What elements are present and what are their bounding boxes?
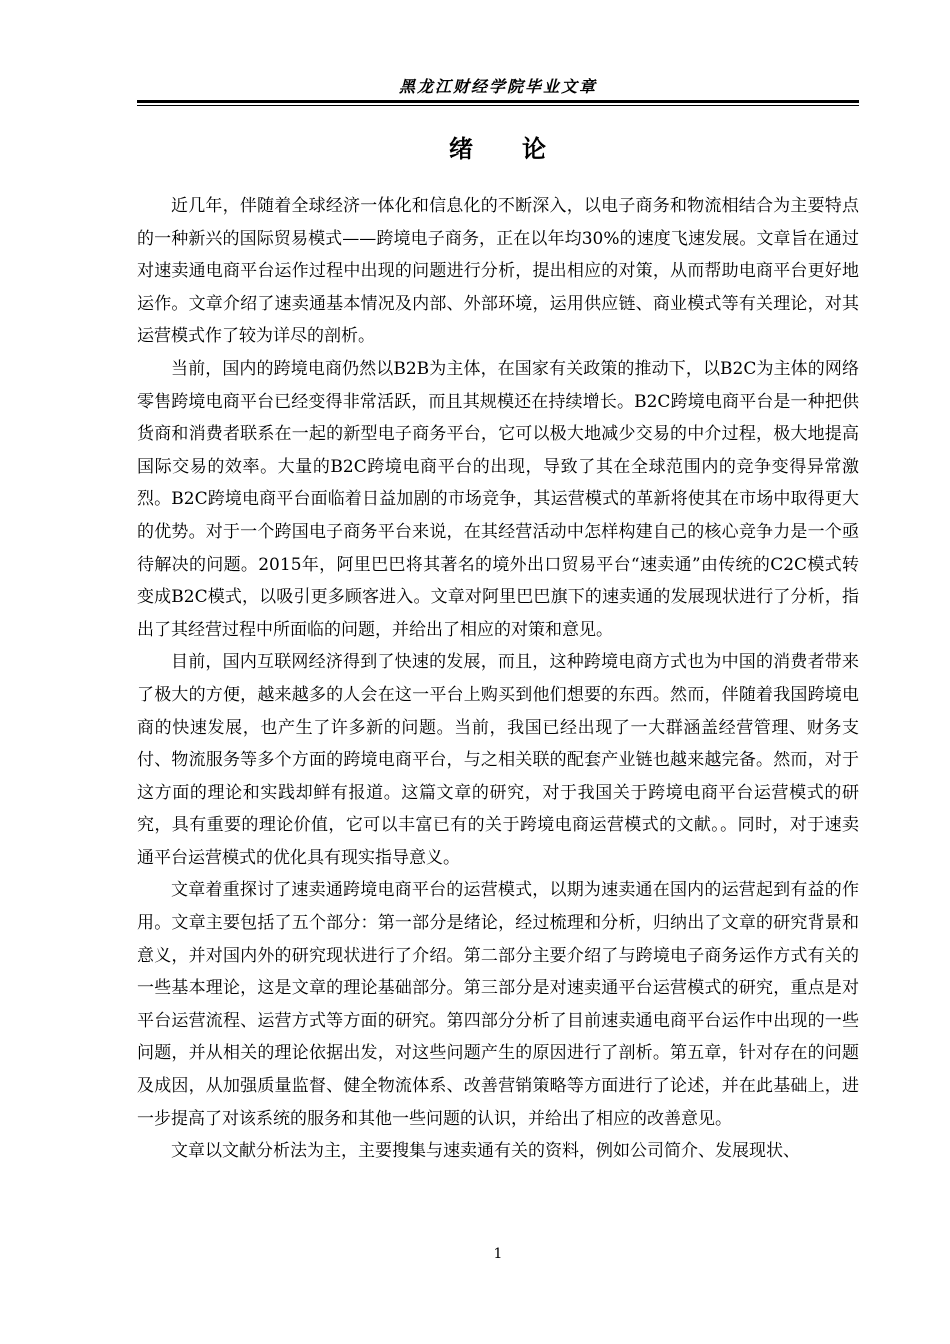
- paragraph-1: 近几年，伴随着全球经济一体化和信息化的不断深入，以电子商务和物流相结合为主要特点的一种新兴的国际贸易模式——跨境电子商务，正在以年均30%的速度飞速发展。文章旨在通过对速卖通电商平台运作过程中出现的问题进行分析，提出相应的对策，从而帮助电商平台更好地运作。文章介绍了速卖通基本情况及内部、外部环境，运用供应链、商业模式等有关理论，对其运营模式作了较为详尽的剖析。: [137, 196, 859, 347]
- paragraph-3: 目前，国内互联网经济得到了快速的发展，而且，这种跨境电商方式也为中国的消费者带来了极大的方便，越来越多的人会在这一平台上购买到他们想要的东西。然而，伴随着我国跨境电商的快速发展，也产生了许多新的问题。当前，我国已经出现了一大群涵盖经营管理、财务支付、物流服务等多个方面的跨境电商平台，与之相关联的配套产业链也越来越完备。然而，对于这方面的理论和实践却鲜有报道。这篇文章的研究，对于我国关于跨境电商平台运营模式的研究，具有重要的理论价值，它可以丰富已有的关于跨境电商运营模式的文献。。同时，对于速卖通平台运营模式的优化具有现实指导意义。: [137, 652, 859, 868]
- paragraph-2: 当前，国内的跨境电商仍然以B2B为主体，在国家有关政策的推动下，以B2C为主体的网络零售跨境电商平台已经变得非常活跃，而且其规模还在持续增长。B2C跨境电商平台是一种把供货商和消费者联系在一起的新型电子商务平台，它可以极大地减少交易的中介过程，极大地提高国际交易的效率。大量的B2C跨境电商平台的出现，导致了其在全球范围内的竞争变得异常激烈。B2C跨境电商平台面临着日益加剧的市场竞争，其运营模式的革新将使其在市场中取得更大的优势。对于一个跨国电子商务平台来说，在其经营活动中怎样构建自己的核心竞争力是一个亟待解决的问题。2015年，阿里巴巴将其著名的境外出口贸易平台“速卖通”由传统的C2C模式转变成B2C模式，以吸引更多顾客进入。文章对阿里巴巴旗下的速卖通的发展现状进行了分析，指出了其经营过程中所面临的问题，并给出了相应的对策和意见。: [137, 358, 859, 640]
- header-rule-thin: [137, 105, 859, 106]
- paragraph-4: 文章着重探讨了速卖通跨境电商平台的运营模式，以期为速卖通在国内的运营起到有益的作用。文章主要包括了五个部分：第一部分是绪论，经过梳理和分析，归纳出了文章的研究背景和意义，并对国内外的研究现状进行了介绍。第二部分主要介绍了与跨境电子商务运作方式有关的一些基本理论，这是文章的理论基础部分。第三部分是对速卖通平台运营模式的研究，重点是对平台运营流程、运营方式等方面的研究。第四部分分析了目前速卖通电商平台运作中出现的一些问题，并从相关的理论依据出发，对这些问题产生的原因进行了剖析。第五章，针对存在的问题及成因，从加强质量监督、健全物流体系、改善营销策略等方面进行了论述，并在此基础上，进一步提高了对该系统的服务和其他一些问题的认识，并给出了相应的改善意见。: [137, 880, 859, 1129]
- header-rule-thick: [137, 100, 859, 103]
- chapter-title-char-1: 绪: [449, 134, 474, 163]
- chapter-title: [137, 132, 859, 166]
- body-text: [137, 190, 859, 1168]
- running-header: 黑龙江财经学院毕业文章: [398, 77, 597, 96]
- chapter-title-char-2: 论: [522, 134, 547, 163]
- paragraph-5: 文章以文献分析法为主，主要搜集与速卖通有关的资料，例如公司简介、发展现状、: [171, 1141, 800, 1162]
- page-number: 1: [493, 1246, 503, 1262]
